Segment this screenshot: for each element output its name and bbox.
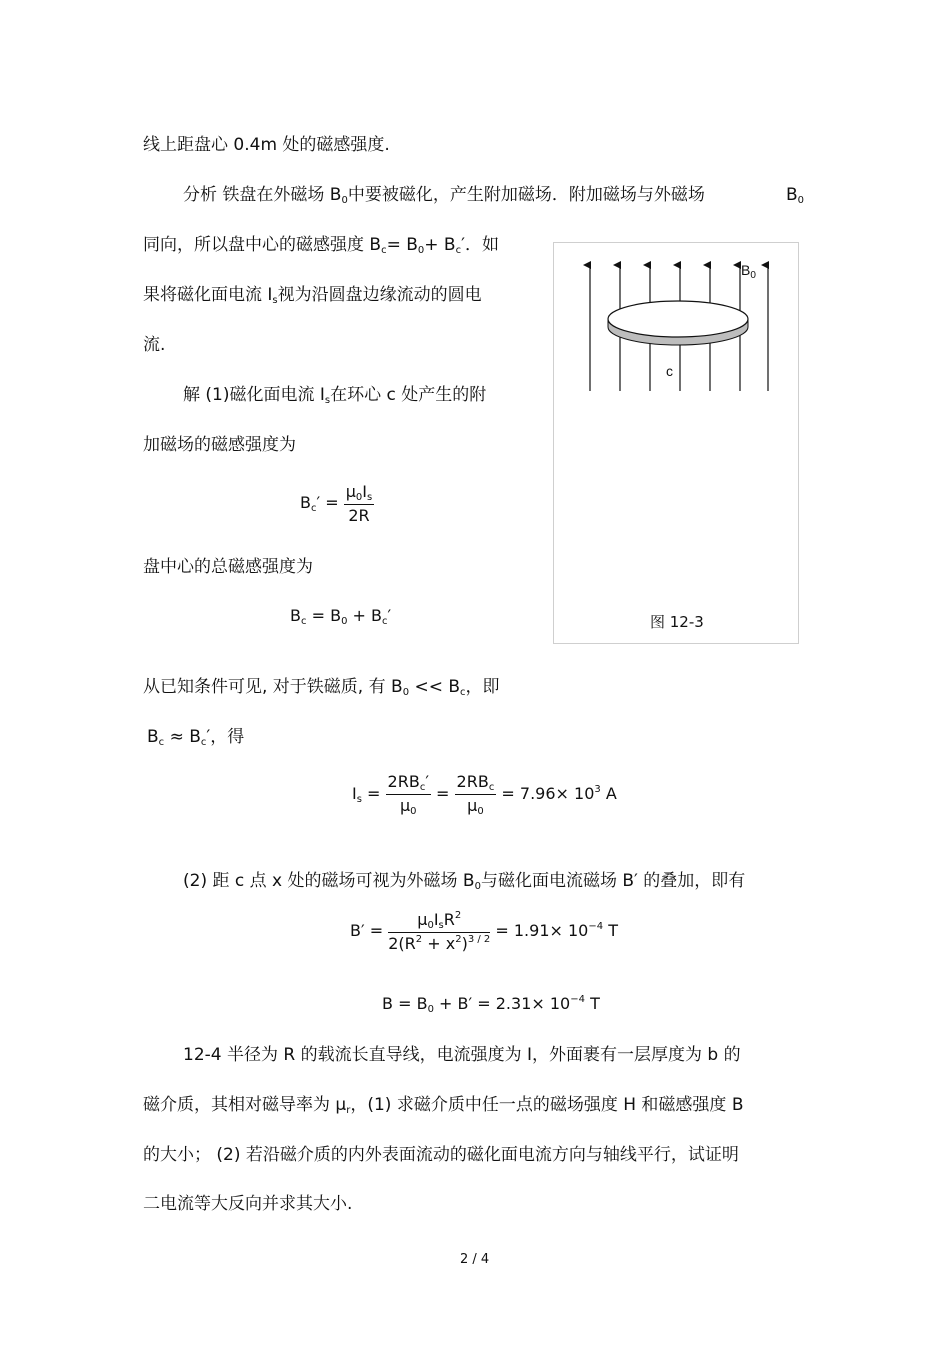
label-b0: $B_0$: [741, 262, 756, 281]
equation-bc-prime: $B_c'$ = $\frac{\mu_0I_s}{2R}$: [300, 482, 373, 525]
analysis-line-4: 流.: [143, 335, 166, 355]
figure-caption: 图 12-3: [650, 613, 704, 631]
solution-line-2: 加磁场的磁感强度为: [143, 435, 296, 455]
magnetized-disk-diagram: [554, 243, 798, 643]
equation-b-total: $B = B_0 + B' = 2.31\times 10^{-4}$ T: [382, 994, 600, 1015]
solution-line-1: 解 (1)磁化面电流 $I_s$在环心 c 处产生的附: [183, 385, 487, 406]
equation-bc-total: $B_c = B_0 + B_c'$: [290, 606, 392, 627]
iron-disk: [608, 301, 748, 345]
solution-line-3: 盘中心的总磁感强度为: [143, 557, 313, 577]
analysis-b0-end: $B_0$: [786, 185, 805, 206]
analysis-line-1: 分析 铁盘在外磁场 $B_0$中要被磁化，产生附加磁场．附加磁场与外磁场: [183, 185, 705, 206]
analysis-line-2: 同向，所以盘中心的磁感强度 $B_c= B_0+ B_c'$．如: [143, 235, 499, 256]
equation-b-prime: B′ = $\frac{\mu_0I_sR^2}{2(R^2 + x^2)^{3 / 2}}$ = $1.91\times 10^{-4}$ T: [350, 910, 618, 953]
analysis-line-3: 果将磁化面电流 $I_s$视为沿圆盘边缘流动的圆电: [143, 285, 482, 306]
problem-12-4-line-3: 的大小； (2) 若沿磁介质的内外表面流动的磁化面电流方向与轴线平行，试证明: [143, 1145, 739, 1165]
page-number: 2 / 4: [460, 1252, 490, 1267]
label-c: c: [666, 363, 673, 379]
problem-12-4-line-1: 12-4 半径为 R 的载流长直导线，电流强度为 I，外面裹有一层厚度为 b 的: [183, 1045, 741, 1065]
problem-12-4-line-4: 二电流等大反向并求其大小.: [143, 1194, 353, 1214]
figure-12-3: [553, 242, 799, 644]
equation-is: $I_s$ = $\frac{2RB_c'}{\mu_0}$ = $\frac{2RB_c}{\mu_0}$ = $7.96\times 10^3$ A: [352, 772, 617, 817]
problem-12-4-line-2: 磁介质，其相对磁导率为 $\mu_r$，(1) 求磁介质中任一点的磁场强度 H 和磁感强度 B: [143, 1095, 744, 1116]
solution-line-6: (2) 距 c 点 x 处的磁场可视为外磁场 $B_0$与磁化面电流磁场 B′ 的叠加，即有: [183, 871, 746, 892]
text-line-1: 线上距盘心 0.4m 处的磁感强度.: [143, 135, 390, 155]
solution-line-4: 从已知条件可见, 对于铁磁质, 有 $B_0 << B_c$，即: [143, 677, 500, 698]
solution-line-5: $B_c \approx B_c'$，得: [147, 727, 245, 748]
